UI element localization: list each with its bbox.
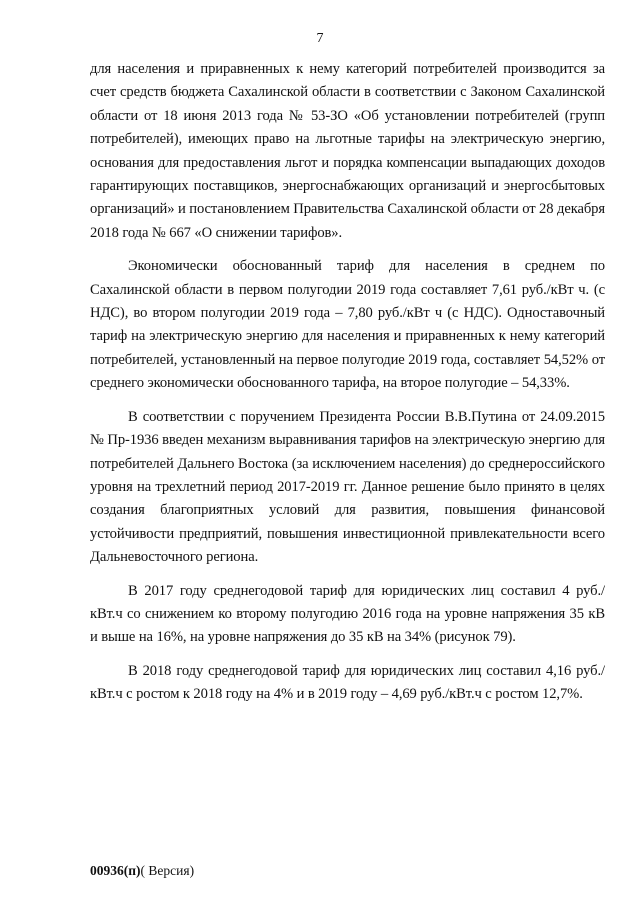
- footer-label: ( Версия): [140, 863, 195, 878]
- document-body: [90, 58, 605, 717]
- paragraph-tariff-2017: В 2017 году среднегодовой тариф для юридических лиц составил 4 руб./кВт.ч со снижением ко второму полугодию 2016 года на уровне напряжения 35 кВ и выше на 16%, на уровне напряжения до 35 кВ на 34% (рисунок 79).: [90, 582, 605, 646]
- page-number: 7: [316, 31, 324, 46]
- paragraph-tariff-population: Экономически обоснованный тариф для населения в среднем по Сахалинской области в первом полугодии 2019 года составляет 7,61 руб./кВт ч. (с НДС), во втором полугодии 2019 года – 7,80 руб./кВт ч (с НДС). Одноставочный тариф на электрическую энергию для населения и приравненных к нему категорий потребителей, установленный на первое полугодие 2019 года, составляет 54,52% от среднего экономически обоснованного тарифа, на второе полугодие – 54,33%.: [90, 258, 605, 392]
- footer-code: 00936(п): [90, 863, 141, 878]
- paragraph-tariff-2018: В 2018 году среднегодовой тариф для юридических лиц составил 4,16 руб./кВт.ч с ростом к 2018 году на 4% и в 2019 году – 4,69 руб./кВт.ч с ростом 12,7%.: [90, 662, 605, 703]
- footer-version: [90, 863, 194, 879]
- paragraph-president-order: В соответствии с поручением Президента России В.В.Путина от 24.09.2015 № Пр-1936 введен механизм выравнивания тарифов на электрическую энергию для потребителей Дальнего Востока (за исключением населения) до среднероссийского уровня на трехлетний период 2017-2019 гг. Данное решение было принято в целях создания благоприятных условий для развития, повышения финансовой устойчивости предприятий, повышения инвестиционной привлекательности всего Дальневосточного региона.: [90, 408, 605, 566]
- paragraph-continuation: для населения и приравненных к нему категорий потребителей производится за счет средств бюджета Сахалинской области в соответствии с Законом Сахалинской области от 18 июня 2013 года № 53-ЗО «Об установлении потребителей (групп потребителей), имеющих право на льготные тарифы на электрическую энергию, основания для предоставления льгот и порядка компенсации выпадающих доходов гарантирующих поставщиков, энергоснабжающих организаций и энергосбытовых организаций» и постановлением Правительства Сахалинской области от 28 декабря 2018 года № 667 «О снижении тарифов».: [90, 61, 605, 241]
